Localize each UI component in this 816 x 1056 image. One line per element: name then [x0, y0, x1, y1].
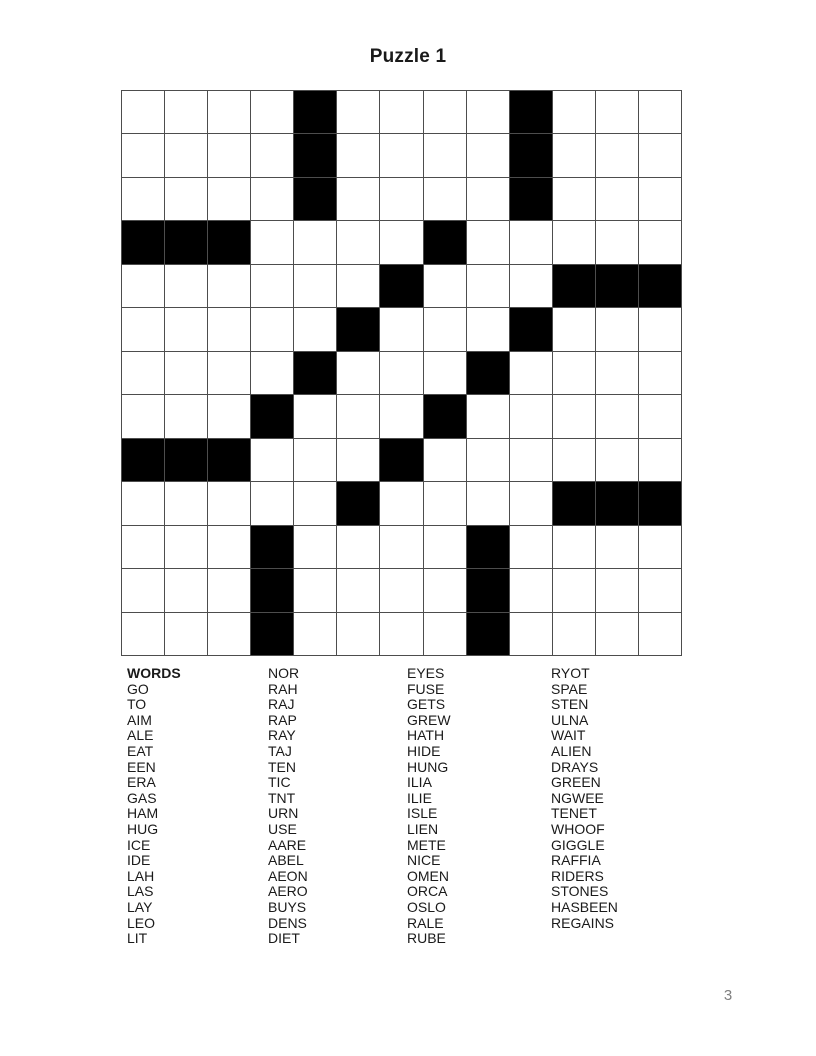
word-item: ISLE: [407, 805, 438, 822]
grid-cell: [510, 352, 552, 394]
word-item: WAIT: [551, 727, 586, 744]
word-item: LEO: [127, 914, 156, 931]
word-item: RAFFIA: [551, 852, 601, 869]
grid-cell-black: [510, 134, 552, 176]
grid-cell-black: [380, 439, 422, 481]
grid-cell: [510, 221, 552, 263]
grid-cell: [122, 352, 164, 394]
grid-cell: [596, 178, 638, 220]
grid-cell: [294, 221, 336, 263]
word-item: METE: [407, 836, 446, 853]
grid-cell-black: [639, 482, 681, 524]
grid-cell-black: [467, 526, 509, 568]
grid-cell: [424, 613, 466, 655]
word-item: STONES: [551, 883, 609, 900]
word-item: DIET: [268, 930, 300, 947]
grid-cell: [424, 178, 466, 220]
grid-cell: [639, 352, 681, 394]
grid-cell: [510, 439, 552, 481]
word-item: ULNA: [551, 711, 589, 728]
grid-cell-black: [251, 569, 293, 611]
word-item: ORCA: [407, 883, 448, 900]
grid-cell: [294, 395, 336, 437]
grid-cell: [380, 308, 422, 350]
grid-cell: [467, 308, 509, 350]
grid-cell-black: [467, 352, 509, 394]
grid-cell-black: [424, 395, 466, 437]
word-item: AARE: [268, 836, 307, 853]
grid-cell-black: [165, 221, 207, 263]
grid-cell: [165, 482, 207, 524]
grid-cell: [337, 178, 379, 220]
grid-cell: [596, 526, 638, 568]
grid-cell-black: [122, 221, 164, 263]
word-item: ABEL: [268, 852, 304, 869]
grid-cell: [596, 352, 638, 394]
grid-cell-black: [553, 265, 595, 307]
word-item: SPAE: [551, 680, 588, 697]
word-item: GAS: [127, 789, 157, 806]
grid-cell: [122, 526, 164, 568]
word-item: OSLO: [407, 898, 446, 915]
grid-cell: [380, 134, 422, 176]
grid-cell: [294, 613, 336, 655]
grid-cell-black: [380, 265, 422, 307]
word-item: OMEN: [407, 867, 449, 884]
grid-cell-black: [251, 395, 293, 437]
grid-cell: [208, 569, 250, 611]
grid-cell: [294, 439, 336, 481]
word-item: USE: [268, 820, 297, 837]
grid-cell: [639, 134, 681, 176]
word-item: HUG: [127, 820, 159, 837]
word-item: DRAYS: [551, 758, 599, 775]
grid-cell: [337, 352, 379, 394]
grid-cell: [165, 526, 207, 568]
word-item: URN: [268, 805, 299, 822]
grid-cell: [596, 91, 638, 133]
word-item: HAM: [127, 805, 159, 822]
grid-cell-black: [467, 613, 509, 655]
grid-cell: [510, 613, 552, 655]
grid-cell: [639, 221, 681, 263]
word-item: TAJ: [268, 742, 292, 759]
grid-cell: [337, 613, 379, 655]
word-list-column: [551, 666, 618, 931]
word-item: ILIA: [407, 774, 432, 791]
grid-cell: [122, 395, 164, 437]
grid-cell: [596, 439, 638, 481]
grid-cell: [165, 352, 207, 394]
grid-cell: [122, 134, 164, 176]
grid-cell: [380, 178, 422, 220]
grid-cell-black: [251, 526, 293, 568]
grid-cell: [553, 569, 595, 611]
grid-cell: [122, 613, 164, 655]
grid-cell: [380, 395, 422, 437]
word-item: EEN: [127, 758, 156, 775]
grid-cell: [553, 352, 595, 394]
grid-cell: [251, 91, 293, 133]
grid-cell: [553, 134, 595, 176]
grid-cell: [337, 134, 379, 176]
grid-cell: [467, 91, 509, 133]
grid-cell: [553, 178, 595, 220]
word-item: EYES: [407, 665, 445, 681]
grid-cell: [596, 221, 638, 263]
word-item: AIM: [127, 711, 152, 728]
grid-cell-black: [294, 91, 336, 133]
word-item: GIGGLE: [551, 836, 605, 853]
grid-cell: [165, 265, 207, 307]
grid-cell: [510, 265, 552, 307]
grid-cell: [294, 482, 336, 524]
grid-cell: [251, 178, 293, 220]
grid-cell: [467, 178, 509, 220]
grid-cell: [467, 221, 509, 263]
word-item: FUSE: [407, 680, 445, 697]
word-list-column: [268, 666, 308, 947]
grid-cell: [165, 134, 207, 176]
word-item: RAY: [268, 727, 296, 744]
word-item: RUBE: [407, 930, 446, 947]
word-item: AEON: [268, 867, 308, 884]
grid-cell: [380, 613, 422, 655]
grid-cell: [424, 569, 466, 611]
grid-cell: [467, 265, 509, 307]
word-item: WHOOF: [551, 820, 605, 837]
word-list-column: [127, 666, 181, 947]
grid-cell: [380, 221, 422, 263]
word-item: ERA: [127, 774, 156, 791]
grid-cell: [337, 221, 379, 263]
grid-cell: [424, 134, 466, 176]
grid-cell: [424, 352, 466, 394]
grid-cell: [165, 91, 207, 133]
word-list-column: [407, 666, 451, 947]
word-item: GO: [127, 680, 149, 697]
grid-cell: [294, 308, 336, 350]
word-item: BUYS: [268, 898, 307, 915]
grid-cell: [553, 395, 595, 437]
grid-cell: [553, 613, 595, 655]
grid-cell: [251, 482, 293, 524]
grid-cell-black: [294, 134, 336, 176]
grid-cell: [553, 308, 595, 350]
grid-cell: [380, 569, 422, 611]
grid-cell: [596, 308, 638, 350]
grid-cell: [165, 308, 207, 350]
word-item: TO: [127, 696, 147, 713]
word-item: HASBEEN: [551, 898, 618, 915]
grid-cell-black: [510, 91, 552, 133]
grid-cell-black: [122, 439, 164, 481]
grid-cell: [510, 569, 552, 611]
grid-cell: [596, 613, 638, 655]
grid-cell: [510, 526, 552, 568]
grid-cell: [337, 395, 379, 437]
grid-cell: [424, 439, 466, 481]
grid-cell: [251, 134, 293, 176]
grid-cell: [208, 526, 250, 568]
grid-cell-black: [553, 482, 595, 524]
grid-cell: [639, 91, 681, 133]
grid-cell-black: [294, 352, 336, 394]
grid-cell: [208, 613, 250, 655]
grid-cell: [208, 308, 250, 350]
grid-cell: [596, 134, 638, 176]
grid-cell: [294, 569, 336, 611]
grid-cell: [294, 526, 336, 568]
grid-cell: [510, 482, 552, 524]
grid-cell: [639, 569, 681, 611]
grid-cell: [639, 439, 681, 481]
grid-cell: [596, 569, 638, 611]
word-item: ALE: [127, 727, 154, 744]
word-item: ALIEN: [551, 742, 592, 759]
word-item: RALE: [407, 914, 444, 931]
grid-cell-black: [510, 178, 552, 220]
word-item: LIEN: [407, 820, 439, 837]
grid-cell: [380, 526, 422, 568]
grid-cell: [165, 613, 207, 655]
grid-cell: [208, 395, 250, 437]
word-item: LAH: [127, 867, 155, 884]
word-item: HIDE: [407, 742, 441, 759]
grid-cell: [337, 569, 379, 611]
word-item: RAJ: [268, 696, 295, 713]
grid-cell: [208, 265, 250, 307]
word-item: TNT: [268, 789, 296, 806]
grid-cell-black: [639, 265, 681, 307]
page-number: 3: [723, 987, 733, 1004]
grid-cell-black: [510, 308, 552, 350]
grid-cell: [337, 265, 379, 307]
grid-cell: [208, 352, 250, 394]
grid-cell: [467, 134, 509, 176]
word-item: ICE: [127, 836, 151, 853]
grid-cell: [251, 221, 293, 263]
word-item: RAH: [268, 680, 298, 697]
word-item: NGWEE: [551, 789, 604, 806]
grid-cell: [553, 91, 595, 133]
word-item: GREEN: [551, 774, 601, 791]
grid-cell: [424, 91, 466, 133]
grid-cell: [639, 308, 681, 350]
word-item: RAP: [268, 711, 297, 728]
grid-cell: [337, 439, 379, 481]
grid-cell-black: [337, 482, 379, 524]
grid-cell: [380, 91, 422, 133]
grid-cell: [510, 395, 552, 437]
grid-cell: [122, 178, 164, 220]
grid-cell: [165, 569, 207, 611]
grid-cell: [294, 265, 336, 307]
grid-cell-black: [467, 569, 509, 611]
grid-cell: [165, 395, 207, 437]
puzzle-grid: [121, 90, 682, 656]
grid-cell: [251, 265, 293, 307]
grid-cell: [639, 178, 681, 220]
grid-cell: [380, 482, 422, 524]
grid-cell: [122, 265, 164, 307]
word-list-header: WORDS: [127, 665, 181, 681]
word-item: STEN: [551, 696, 589, 713]
grid-cell: [337, 91, 379, 133]
grid-cell: [122, 569, 164, 611]
word-item: EAT: [127, 742, 154, 759]
grid-cell: [122, 91, 164, 133]
word-item: GREW: [407, 711, 451, 728]
word-item: HATH: [407, 727, 445, 744]
word-item: TIC: [268, 774, 291, 791]
grid-cell: [424, 308, 466, 350]
word-item: RIDERS: [551, 867, 604, 884]
word-item: NOR: [268, 665, 300, 681]
grid-cell: [467, 482, 509, 524]
grid-cell: [208, 91, 250, 133]
grid-cell: [380, 352, 422, 394]
grid-cell: [208, 134, 250, 176]
word-item: AERO: [268, 883, 308, 900]
grid-cell: [424, 265, 466, 307]
grid-cell-black: [208, 439, 250, 481]
word-item: RYOT: [551, 665, 590, 681]
word-item: GETS: [407, 696, 446, 713]
grid-cell-black: [165, 439, 207, 481]
word-item: TENET: [551, 805, 597, 822]
word-item: LAY: [127, 898, 153, 915]
word-item: ILIE: [407, 789, 432, 806]
grid-cell-black: [251, 613, 293, 655]
grid-cell-black: [424, 221, 466, 263]
grid-cell: [467, 395, 509, 437]
grid-cell: [553, 439, 595, 481]
grid-cell-black: [208, 221, 250, 263]
grid-cell: [337, 526, 379, 568]
word-item: IDE: [127, 852, 151, 869]
grid-cell: [122, 482, 164, 524]
grid-cell: [553, 221, 595, 263]
grid-cell: [208, 178, 250, 220]
grid-cell: [424, 526, 466, 568]
grid-cell: [596, 395, 638, 437]
grid-cell-black: [337, 308, 379, 350]
grid-cell: [208, 482, 250, 524]
word-item: LAS: [127, 883, 154, 900]
grid-cell: [165, 178, 207, 220]
grid-cell: [122, 308, 164, 350]
word-item: HUNG: [407, 758, 449, 775]
grid-cell: [553, 526, 595, 568]
grid-cell: [639, 395, 681, 437]
grid-cell: [251, 439, 293, 481]
grid-cell-black: [596, 482, 638, 524]
grid-cell: [251, 352, 293, 394]
grid-cell: [639, 526, 681, 568]
grid-cell: [251, 308, 293, 350]
word-item: NICE: [407, 852, 441, 869]
grid-cell-black: [294, 178, 336, 220]
word-item: DENS: [268, 914, 307, 931]
word-item: LIT: [127, 930, 148, 947]
word-item: TEN: [268, 758, 296, 775]
grid-cell: [467, 439, 509, 481]
grid-cell: [424, 482, 466, 524]
grid-cell: [639, 613, 681, 655]
puzzle-title: Puzzle 1: [369, 46, 447, 67]
grid-cell-black: [596, 265, 638, 307]
word-item: REGAINS: [551, 914, 615, 931]
